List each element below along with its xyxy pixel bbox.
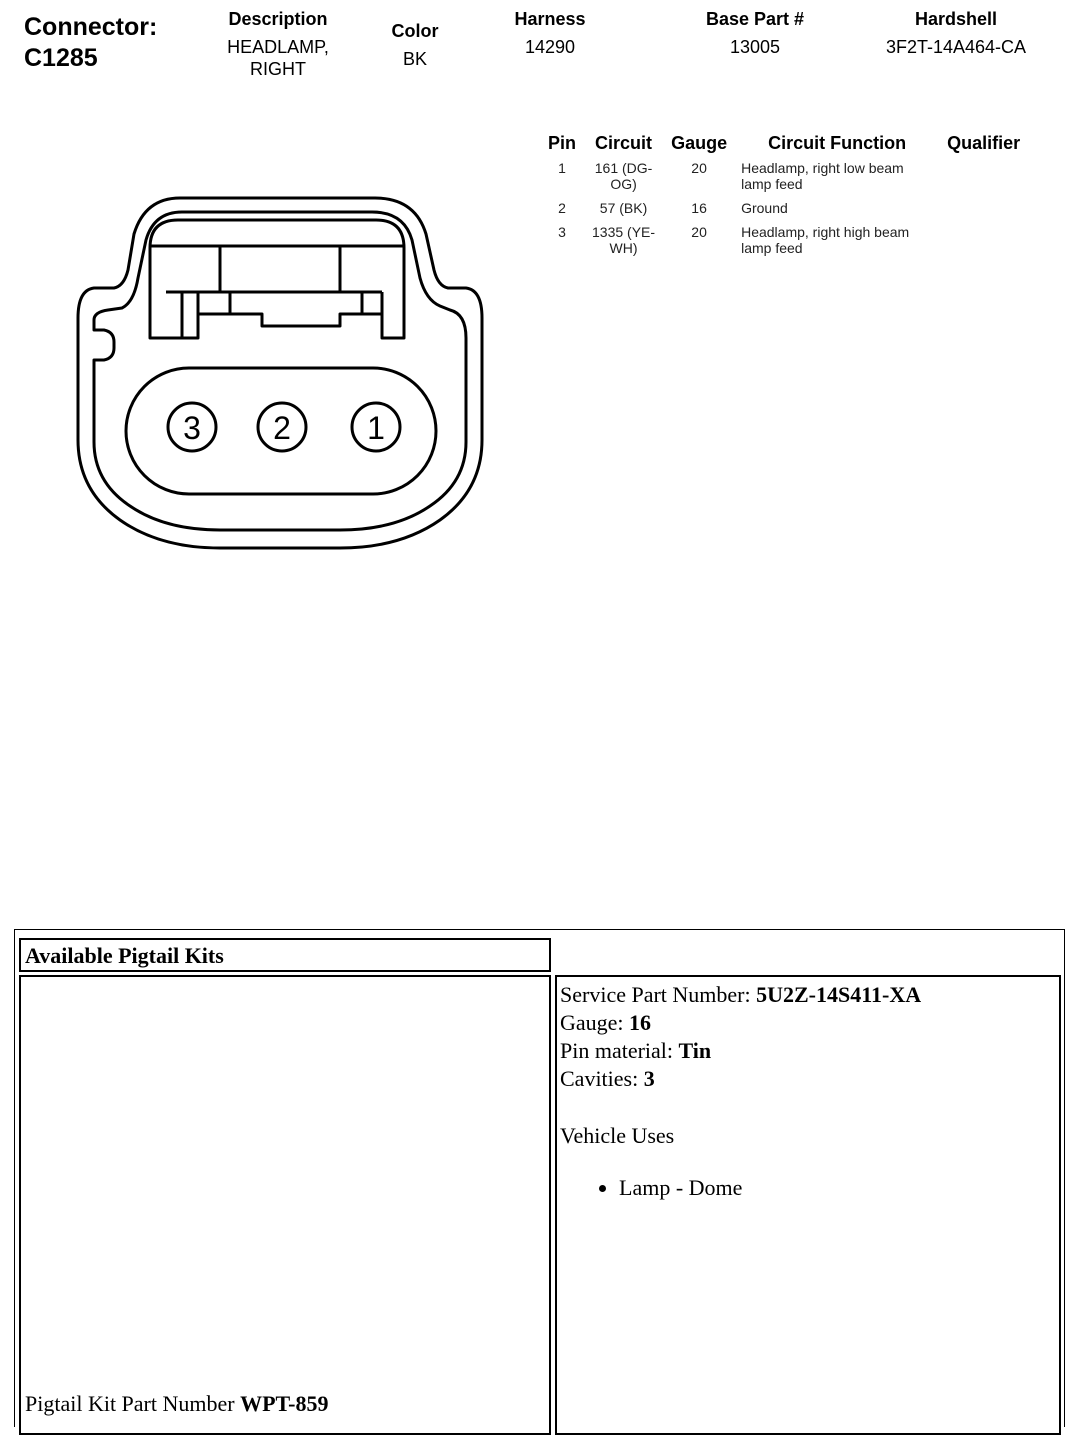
list-item: • Lamp - Dome (619, 1175, 1059, 1201)
description-value-line-2: RIGHT (250, 59, 306, 79)
circuit-line-1: 161 (DG- (594, 160, 653, 176)
function-cell (735, 160, 939, 200)
harness-label: Harness (514, 9, 586, 29)
pin-material-row (560, 1037, 1056, 1065)
pin-1-label: 1 (367, 410, 385, 446)
vehicle-uses-heading: Vehicle Uses (560, 1123, 675, 1148)
circuit-line-2: OG) (610, 176, 637, 192)
pin-material-value: Tin (678, 1038, 712, 1063)
pin-table-header (540, 133, 1028, 160)
function-cell (735, 224, 939, 264)
function-line-1: Headlamp, right high beam (741, 224, 910, 240)
connector-heading (24, 12, 157, 74)
function-cell (735, 200, 939, 224)
col-circuit: Circuit (595, 133, 653, 153)
pigtail-kit-value: WPT-859 (240, 1391, 329, 1416)
color-column (375, 8, 455, 70)
circuit-cell (584, 200, 663, 224)
description-label: Description (228, 9, 328, 29)
pin-2-label: 2 (273, 410, 291, 446)
col-circuit-function: Circuit Function (768, 133, 907, 153)
col-gauge: Gauge (671, 133, 728, 153)
circuit-line-1: 1335 (YE- (592, 224, 656, 240)
pin-table (540, 133, 1028, 264)
cavities-label: Cavities: (560, 1066, 639, 1091)
pin-3-label: 3 (183, 410, 201, 446)
pin-number: 1 (558, 160, 566, 176)
description-value (208, 36, 348, 80)
pigtail-specs (557, 977, 1059, 1097)
table-row (540, 224, 1028, 264)
harness-value: 14290 (524, 37, 576, 57)
harness-column (490, 8, 610, 58)
vehicle-uses-list (557, 1175, 1059, 1201)
hardshell-label: Hardshell (914, 9, 998, 29)
qualifier-cell (939, 160, 1028, 200)
gauge-cell: 20 (691, 224, 707, 240)
pigtail-section (14, 929, 1065, 1427)
circuit-cell (584, 224, 663, 264)
function-line-2: lamp feed (741, 176, 803, 192)
cavities-value: 3 (643, 1066, 655, 1091)
qualifier-cell (939, 224, 1028, 264)
table-row (540, 200, 1028, 224)
color-label: Color (391, 21, 439, 41)
service-part-row (560, 981, 1056, 1009)
function-line-1: Headlamp, right low beam (741, 160, 904, 176)
gauge-cell: 16 (691, 200, 707, 216)
qualifier-cell (939, 200, 1028, 224)
connector-id: C1285 (24, 44, 98, 72)
hardshell-column (866, 8, 1046, 58)
latch-block (150, 220, 404, 338)
circuit-line-2: WH) (609, 240, 638, 256)
color-value: BK (402, 49, 427, 69)
col-qualifier: Qualifier (947, 133, 1021, 153)
description-column (208, 8, 348, 80)
gauge-label: Gauge: (560, 1010, 624, 1035)
gauge-value: 16 (629, 1010, 652, 1035)
base-part-value: 13005 (729, 37, 781, 57)
pin-material-label: Pin material: (560, 1038, 674, 1063)
pigtail-kit-line (25, 1391, 329, 1417)
service-part-value: 5U2Z-14S411-XA (756, 982, 922, 1007)
pigtail-kit-label: Pigtail Kit Part Number (25, 1391, 235, 1416)
gauge-row (560, 1009, 1056, 1037)
table-row (540, 160, 1028, 200)
service-part-label: Service Part Number: (560, 982, 751, 1007)
cavities-row (560, 1065, 1056, 1093)
connector-face-diagram (70, 190, 490, 555)
base-part-label: Base Part # (705, 9, 805, 29)
connector-label: Connector: (24, 13, 158, 41)
pigtail-title: Available Pigtail Kits (19, 938, 551, 972)
pigtail-image-panel (19, 975, 551, 1435)
pigtail-spec-panel (555, 975, 1061, 1435)
pin-number: 2 (558, 200, 566, 216)
circuit-line-1: 57 (BK) (599, 200, 648, 216)
col-pin: Pin (548, 133, 577, 153)
function-line-2: lamp feed (741, 240, 803, 256)
circuit-cell (584, 160, 663, 200)
gauge-cell: 20 (691, 160, 707, 176)
pin-number: 3 (558, 224, 566, 240)
base-part-column (680, 8, 830, 58)
hardshell-value: 3F2T-14A464-CA (885, 37, 1027, 57)
description-value-line-1: HEADLAMP, (227, 37, 329, 57)
function-line-1: Ground (741, 200, 788, 216)
